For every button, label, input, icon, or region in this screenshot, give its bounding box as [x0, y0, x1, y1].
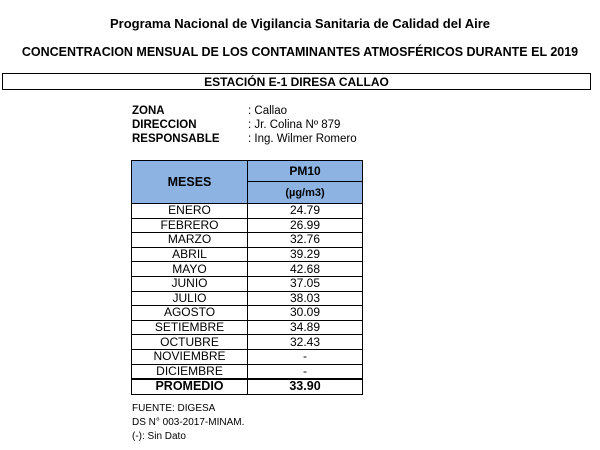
average-label: PROMEDIO: [132, 379, 248, 394]
direccion-value: : Jr. Colina Nº 879: [248, 119, 341, 131]
pm10-table: [131, 160, 363, 395]
average-value: 33.90: [248, 379, 363, 394]
value-cell: -: [248, 349, 363, 364]
table-row: [132, 204, 363, 219]
month-cell: SETIEMBRE: [132, 320, 248, 335]
zona-label: ZONA: [132, 105, 165, 117]
station-banner: ESTACIÓN E-1 DIRESA CALLAO: [2, 73, 591, 90]
program-title: Programa Nacional de Vigilancia Sanitaria de Calidad del Aire: [109, 16, 491, 31]
table-row: [132, 306, 363, 321]
table-row: [132, 349, 363, 364]
value-cell: 24.79: [248, 204, 363, 219]
month-cell: AGOSTO: [132, 306, 248, 321]
responsable-value: : Ing. Wilmer Romero: [248, 133, 357, 145]
direccion-label: DIRECCION: [132, 119, 197, 131]
value-cell: 32.43: [248, 335, 363, 350]
month-cell: FEBRERO: [132, 218, 248, 233]
table-row: [132, 364, 363, 379]
month-cell: NOVIEMBRE: [132, 349, 248, 364]
value-cell: 42.68: [248, 262, 363, 277]
column-header-months: MESES: [132, 161, 248, 204]
value-cell: 26.99: [248, 218, 363, 233]
table-row: [132, 276, 363, 291]
table-row: [132, 262, 363, 277]
value-cell: 32.76: [248, 233, 363, 248]
value-cell: -: [248, 364, 363, 379]
table-row: [132, 291, 363, 306]
responsable-label: RESPONSABLE: [132, 133, 220, 145]
column-header-pm10: PM10: [248, 161, 363, 182]
table-row: [132, 233, 363, 248]
value-cell: 39.29: [248, 247, 363, 262]
value-cell: 30.09: [248, 306, 363, 321]
month-cell: JULIO: [132, 291, 248, 306]
column-header-unit: (µg/m3): [248, 182, 363, 204]
table-row: [132, 320, 363, 335]
month-cell: ENERO: [132, 204, 248, 219]
value-cell: 38.03: [248, 291, 363, 306]
month-cell: MAYO: [132, 262, 248, 277]
month-cell: JUNIO: [132, 276, 248, 291]
footer-source: FUENTE: DIGESA: [132, 403, 216, 414]
table-row: [132, 218, 363, 233]
footer-norm: DS N° 003-2017-MINAM.: [132, 417, 245, 428]
month-cell: DICIEMBRE: [132, 364, 248, 379]
value-cell: 34.89: [248, 320, 363, 335]
average-row: [132, 379, 363, 394]
month-cell: MARZO: [132, 233, 248, 248]
zona-value: : Callao: [248, 105, 287, 117]
table-row: [132, 247, 363, 262]
month-cell: OCTUBRE: [132, 335, 248, 350]
table-row: [132, 335, 363, 350]
value-cell: 37.05: [248, 276, 363, 291]
month-cell: ABRIL: [132, 247, 248, 262]
report-subtitle: CONCENTRACION MENSUAL DE LOS CONTAMINANTES ATMOSFÉRICOS DURANTE EL 2019: [21, 45, 579, 59]
footer-note: (-): Sin Dato: [132, 431, 186, 442]
